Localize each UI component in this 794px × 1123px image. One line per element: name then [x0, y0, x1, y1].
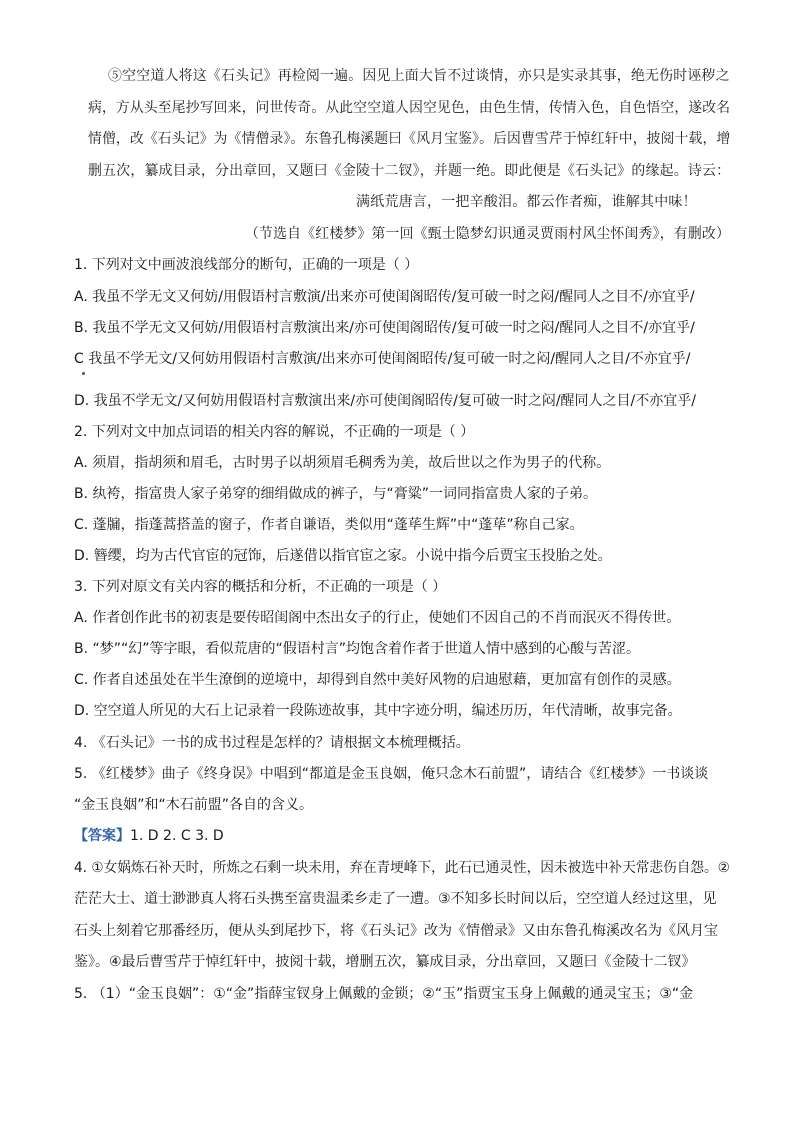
q1-option-c: C 我虽不学无文/又何妨用假语村言敷演/出来亦可使闺阁昭传/复可破一时之闷/醒同人之目/不亦宜乎/ — [74, 351, 691, 367]
passage-line-1: ⑤空空道人将这《石头记》再检阅一遍。因见上面大旨不过谈情，亦只是实录其事，绝无伤时诬秽之 — [108, 68, 730, 84]
answer4-line-4: 鉴》。④最后曹雪芹于悼红轩中，披阅十载，增删五次，纂成目录，分出章回，又题曰《金陵十二钗》 — [74, 954, 696, 970]
q3-option-d: D. 空空道人所见的大石上记录着一段陈迹故事，其中字迹分明，编述历历，年代清晰，故事完备。 — [74, 703, 682, 719]
q5-stem-line-2: “金玉良姻”和“木石前盟”各自的含义。 — [74, 797, 314, 813]
q2-option-d: D. 簪缨，均为古代官宦的冠饰，后遂借以指官宦之家。小说中指今后贾宝玉投胎之处。 — [74, 548, 612, 564]
q3-option-a: A. 作者创作此书的初衷是要传昭闺阁中杰出女子的行止，使她们不因自己的不肖而泯灭不得传世。 — [74, 610, 681, 626]
answer4-line-3: 石头上刻着它那番经历，便从头到尾抄下，将《石头记》改为《情僧录》又由东鲁孔梅溪改名为《风月宝 — [74, 923, 718, 939]
q4-stem: 4. 《石头记》一书的成书过程是怎样的？请根据文本梳理概括。 — [74, 735, 470, 751]
answer4-line-1: 4. ①女娲炼石补天时，所炼之石剩一块未用，弃在青埂峰下，此石已通灵性，因未被选中补天常悲伤自怨。② — [74, 860, 730, 876]
answer4-line-2: 茫茫大士、道士渺渺真人将石头携至富贵温柔乡走了一遭。③不知多长时间以后，空空道人经过这里，见 — [74, 891, 717, 907]
q1-stem: 1. 下列对文中画波浪线部分的断句，正确的一项是（ ） — [74, 257, 419, 273]
answer-header — [74, 826, 224, 846]
passage-source: （节选自《红楼梦》第一回《甄士隐梦幻识通灵贾雨村风尘怀闺秀》，有删改） — [245, 226, 731, 242]
answer-tag: 【答案】 — [74, 828, 130, 844]
q3-option-c: C. 作者自述虽处在半生潦倒的逆境中，却得到自然中美好风物的启迪慰藉，更加富有创作的灵感。 — [74, 672, 681, 688]
q3-option-b: B. “梦”“幻”等字眼，看似荒唐的“假语村言”均饱含着作者于世道人情中感到的心酸与苦涩。 — [74, 641, 641, 657]
passage-line-3: 情僧，改《石头记》为《情僧录》。东鲁孔梅溪题曰《风月宝鉴》。后因曹雪芹于悼红轩中，披阅十载，增 — [88, 131, 731, 147]
q1-option-a: A. 我虽不学无文又何妨/用假语村言敷演/出来亦可使闺阁昭传/复可破一时之闷/醒同人之目不/亦宜乎/ — [74, 289, 695, 305]
q2-stem: 2. 下列对文中加点词语的相关内容的解说，不正确的一项是（ ） — [74, 424, 475, 440]
q2-option-c: C. 蓬牖，指蓬蒿搭盖的窗子，作者自谦语，类似用“蓬荜生辉”中“蓬荜”称自己家。 — [74, 517, 584, 533]
q2-option-a: A. 须眉，指胡须和眉毛，古时男子以胡须眉毛稠秀为美，故后世以之作为男子的代称。 — [74, 455, 611, 471]
passage-line-2: 病，方从头至尾抄写回来，问世传奇。从此空空道人因空见色，由色生情，传情入色，自色悟空，遂改名 — [88, 100, 731, 116]
q1-option-b: B. 我虽不学无文又何妨/用假语村言敷演出来/亦可使闺阁昭传/复可破一时之闷/醒同人之目不/亦宜乎/ — [74, 320, 695, 336]
q3-stem: 3. 下列对原文有关内容的概括和分析，不正确的一项是（ ） — [74, 579, 447, 595]
answer5-line-1: 5. （1）“金玉良姻”：①“金”指薛宝钗身上佩戴的金锁；②“玉”指贾宝玉身上佩戴的通灵宝玉；③“金 — [74, 986, 694, 1002]
passage-line-4: 删五次，纂成目录，分出章回，又题曰《金陵十二钗》，并题一绝。即此便是《石头记》的缘起。诗云： — [88, 163, 731, 179]
q2-option-b: B. 纨袴，指富贵人家子弟穿的细绢做成的裤子，与“膏粱”一词同指富贵人家的子弟。 — [74, 486, 598, 502]
q1-option-d: D. 我虽不学无文/又何妨用假语村言敷演出来/亦可使闺阁昭传/复可破一时之闷/醒同人之目/不亦宜乎/ — [74, 393, 696, 409]
answer-short: 1. D 2. C 3. D — [130, 828, 224, 844]
passage-poem: 满纸荒唐言，一把辛酸泪。都云作者痴，谁解其中味！ — [356, 194, 697, 210]
q5-stem-line-1: 5. 《红楼梦》曲子《终身误》中唱到“都道是金玉良姻，俺只念木石前盟”，请结合《红楼梦》一书谈谈 — [74, 766, 709, 782]
stray-mark — [82, 372, 85, 375]
